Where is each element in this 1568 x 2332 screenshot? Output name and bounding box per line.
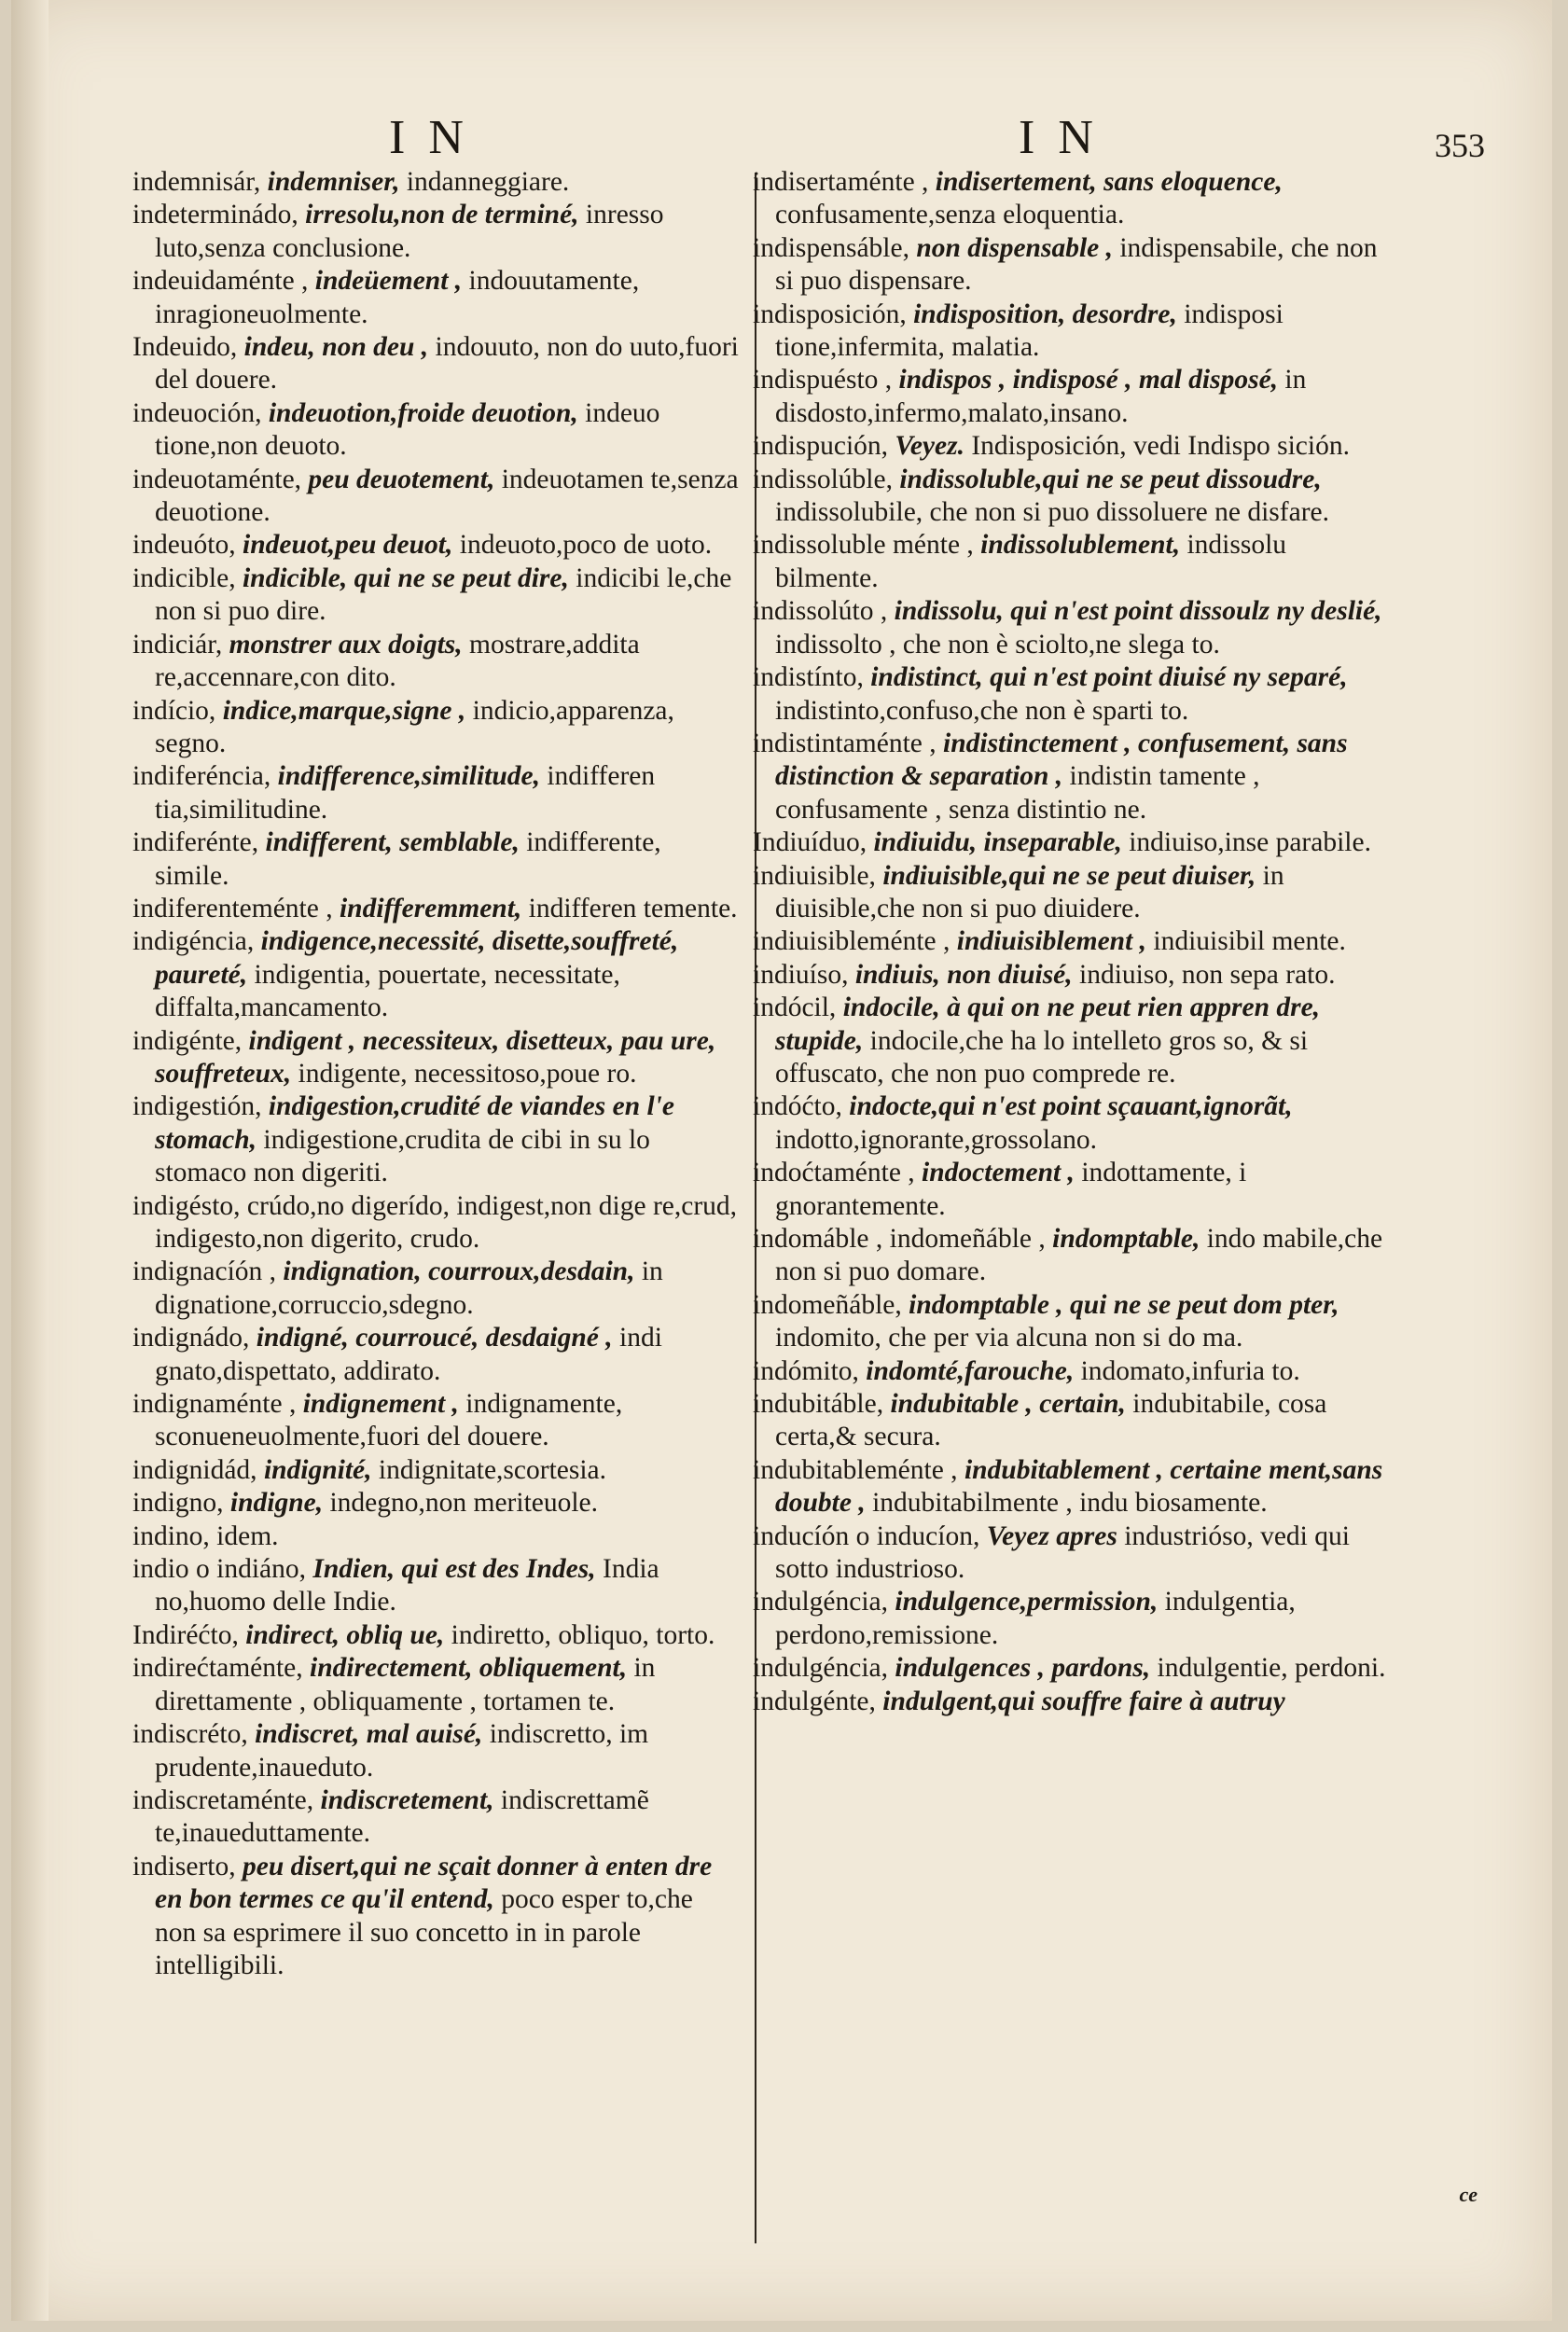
headword: indiuíso,: [753, 959, 855, 990]
dictionary-entry: [132, 1256, 739, 1322]
italian-gloss: indiuiso, non sepa rato.: [1079, 959, 1336, 990]
italian-gloss: indissolu bilmente.: [775, 530, 1287, 593]
french-gloss: Veyez apres: [986, 1520, 1125, 1551]
dictionary-entry: [753, 925, 1387, 958]
dictionary-entry: [753, 826, 1387, 859]
italian-gloss: indegno,non meriteuole.: [329, 1488, 599, 1519]
italian-gloss: indomato,infuria to.: [1080, 1355, 1300, 1386]
french-gloss: indignation, courroux,desdain,: [283, 1256, 642, 1287]
italian-gloss: indifferente, simile.: [155, 827, 661, 891]
binding-gutter: [11, 0, 49, 2321]
french-gloss: indigestion,crudité de viandes en l'e stomach,: [155, 1091, 674, 1155]
italian-gloss: indiuiso,inse parabile.: [1129, 827, 1371, 858]
french-gloss: indice,marque,signe ,: [222, 695, 473, 726]
dictionary-entry: [132, 529, 739, 562]
italian-gloss: in diuisible,che non si puo diuidere.: [775, 860, 1284, 923]
headword: indispución,: [753, 431, 895, 462]
dictionary-entry: [132, 562, 739, 629]
dictionary-entry: [753, 364, 1387, 430]
french-gloss: indocte,qui n'est point sçauant,ignorãt,: [849, 1091, 1293, 1122]
italian-gloss: indiuisibil mente.: [1153, 926, 1346, 957]
italian-gloss: indouuto, non do uuto,fuori del douere.: [155, 332, 739, 396]
dictionary-entry: [753, 728, 1387, 826]
italian-gloss: indignitate,scortesia.: [378, 1454, 607, 1485]
french-gloss: indomptable , qui ne se peut dom pter,: [909, 1289, 1339, 1320]
headword: indiserto,: [132, 1851, 243, 1881]
french-gloss: indistinctement , confusement, sans distinction & separation ,: [775, 728, 1348, 792]
dictionary-entry: [132, 893, 739, 925]
headword: indício,: [132, 695, 223, 726]
french-gloss: indeuotion,froide deuotion,: [268, 397, 586, 428]
headword: indisertaménte ,: [753, 167, 936, 197]
headword: Indeuido,: [132, 332, 244, 363]
headword: indócil,: [753, 992, 843, 1023]
dictionary-entry: [132, 1784, 739, 1851]
french-gloss: indisposition, desordre,: [913, 298, 1185, 329]
french-gloss: indignement ,: [302, 1389, 466, 1420]
dictionary-entry: [753, 166, 1387, 232]
french-gloss: peu disert,qui ne sçait donner à enten dre en bon termes ce qu'il entend,: [155, 1851, 713, 1915]
dictionary-entry: [132, 826, 739, 893]
italian-gloss: indispensabile, che non si puo dispensare.: [775, 232, 1378, 297]
headword: indiferenteménte ,: [132, 893, 340, 923]
french-gloss: indeuot,peu deuot,: [243, 530, 460, 561]
dictionary-entry: [132, 397, 739, 464]
headword: indissolúto ,: [753, 596, 895, 627]
dictionary-entry: [132, 1322, 739, 1388]
headword: indino,: [132, 1520, 217, 1551]
italian-gloss: indigestione,crudita de cibi in su lo stomaco non digeriti.: [155, 1124, 650, 1188]
dictionary-entry: [132, 1619, 739, 1652]
french-gloss: indigné, courroucé, desdaigné ,: [256, 1323, 619, 1353]
italian-gloss: indottamente, i gnorantemente.: [775, 1158, 1247, 1221]
italian-gloss: indignamente, sconueneuolmente,fuori del douere.: [155, 1389, 623, 1452]
italian-gloss: indicibi le,che non si puo dire.: [155, 562, 732, 627]
dictionary-entry: [753, 430, 1387, 463]
italian-gloss: indissolubile, che non si puo dissoluere ne disfare.: [775, 497, 1329, 528]
italian-gloss: indistinto,confuso,che non è sparti to.: [775, 695, 1189, 726]
dictionary-entry: [132, 1553, 739, 1619]
french-gloss: indigence,necessité, disette,souffreté, paureté,: [155, 926, 679, 990]
french-gloss: indifference,similitude,: [277, 761, 548, 792]
headword: indispuésto ,: [753, 365, 899, 396]
dictionary-entry: [753, 860, 1387, 926]
french-gloss: indissolu, qui n'est point dissoulz ny deslié,: [894, 596, 1382, 627]
headword: indiferénte,: [132, 827, 266, 858]
page-number: 353: [1435, 127, 1485, 164]
italian-gloss: indiscrettamẽ te,inaueduttamente.: [155, 1784, 649, 1849]
dictionary-entry: [753, 992, 1387, 1090]
headword: indulgéncia,: [753, 1587, 895, 1617]
headword: indóćto,: [753, 1091, 850, 1122]
italian-gloss: inresso luto,senza conclusione.: [155, 200, 664, 263]
french-gloss: indistinct, qui n'est point diuisé ny separé,: [870, 662, 1348, 693]
french-gloss: indifferemment,: [339, 893, 529, 923]
headword: indiuisible,: [753, 860, 883, 891]
french-gloss: indissoluble,qui ne se peut dissoudre,: [899, 464, 1322, 494]
headword: indisposición,: [753, 298, 914, 329]
dictionary-entry: [753, 232, 1387, 298]
dictionary-entry: [753, 595, 1387, 661]
dictionary-entry: [753, 1355, 1387, 1388]
french-gloss: irresolu,non de terminé,: [305, 200, 586, 230]
italian-gloss: indulgentie, perdoni.: [1157, 1653, 1386, 1684]
french-gloss: indomté,farouche,: [866, 1355, 1081, 1386]
french-gloss: indubitable , certain,: [890, 1389, 1133, 1420]
dictionary-entry: [132, 1487, 739, 1520]
french-gloss: non dispensable ,: [916, 232, 1120, 263]
dictionary-entry: [753, 1388, 1387, 1454]
french-gloss: indiuisible,qui ne se peut diuiser,: [882, 860, 1263, 891]
italian-gloss: indouutamente, inragioneuolmente.: [155, 266, 640, 329]
italian-gloss: indulgentia, perdono,remissione.: [775, 1587, 1296, 1650]
dictionary-entry: [753, 1289, 1387, 1355]
italian-gloss: idem.: [216, 1520, 279, 1551]
french-gloss: indirect, obliq ue,: [245, 1619, 451, 1650]
dictionary-entry: [132, 1718, 739, 1784]
dictionary-entry: [132, 265, 739, 331]
headword: indiscretaménte,: [132, 1784, 321, 1815]
running-head-left: I N: [389, 111, 469, 164]
french-gloss: Veyez.: [895, 431, 972, 462]
italian-gloss: indigentia, pouertate, necessitate, diffalta,mancamento.: [155, 959, 620, 1023]
italian-gloss: indanneggiare.: [406, 167, 570, 197]
french-gloss: indiuis, non diuisé,: [854, 959, 1080, 990]
french-gloss: indispos , indisposé , mal disposé,: [898, 365, 1285, 396]
italian-gloss: in disdosto,infermo,malato,insano.: [775, 365, 1307, 428]
headword: indistínto,: [753, 662, 871, 693]
headword: indigésto,: [132, 1190, 247, 1221]
french-gloss: indomptable,: [1052, 1224, 1207, 1254]
headword: indistintaménte ,: [753, 728, 944, 758]
dictionary-entry: [132, 1454, 739, 1487]
italian-gloss: confusamente,senza eloquentia.: [775, 200, 1125, 230]
headword: indigénte,: [132, 1025, 249, 1056]
italian-gloss: indiscretto, im prudente,inaueduto.: [155, 1719, 649, 1783]
french-gloss: indiscret, mal auisé,: [255, 1719, 490, 1750]
italian-gloss: Indisposición, vedi Indispo sición.: [971, 431, 1350, 462]
headword: indicible,: [132, 562, 243, 593]
headword: indemnisár,: [132, 167, 268, 197]
french-gloss: indemniser,: [267, 167, 407, 197]
italian-gloss: in dignatione,corruccio,sdegno.: [155, 1256, 663, 1320]
headword: indiferéncia,: [132, 761, 278, 792]
catchword: ce: [1459, 2183, 1478, 2206]
dictionary-entry: [132, 925, 739, 1024]
italian-gloss: in direttamente , obliquamente , tortamen te.: [155, 1653, 656, 1716]
dictionary-entry: [132, 199, 739, 265]
dictionary-entry: [132, 1851, 739, 1983]
italian-gloss: indubitabilmente , indu biosamente.: [872, 1488, 1268, 1519]
french-gloss: indeu, non deu ,: [243, 332, 436, 363]
dictionary-entry: [753, 1686, 1387, 1718]
italian-gloss: indotto,ignorante,grossolano.: [775, 1124, 1097, 1155]
french-gloss: indigne,: [229, 1488, 330, 1519]
dictionary-entry: [753, 298, 1387, 365]
headword: indignádo,: [132, 1323, 257, 1353]
headword: Indiuíduo,: [753, 827, 874, 858]
dictionary-entry: [132, 760, 739, 826]
french-gloss: indiscretement,: [320, 1784, 501, 1815]
dictionary-entry: [132, 695, 739, 761]
italian-gloss: indi gnato,dispettato, addirato.: [155, 1323, 662, 1386]
italian-gloss: indo mabile,che non si puo domare.: [775, 1224, 1383, 1287]
headword: Indiréćto,: [132, 1619, 246, 1650]
dictionary-entry: [132, 1388, 739, 1454]
dictionary-entry: [132, 464, 739, 530]
headword: indeuoción,: [132, 397, 269, 428]
headword: indissoluble ménte ,: [753, 530, 981, 561]
italian-gloss: indifferen tia,similitudine.: [155, 761, 656, 825]
italian-gloss: indissolto , che non è sciolto,ne slega to.: [775, 629, 1220, 659]
headword: indubitáble,: [753, 1389, 891, 1420]
left-column: [132, 166, 739, 1982]
french-gloss: indisertement, sans eloquence,: [935, 167, 1283, 197]
headword: indulgéncia,: [753, 1653, 895, 1684]
italian-gloss: indigente, necessitoso,poue ro.: [298, 1058, 637, 1089]
headword: indirećtaménte,: [132, 1653, 311, 1684]
dictionary-entry: [132, 1090, 739, 1189]
right-column: [753, 166, 1387, 1718]
italian-gloss: mostrare,addita re,accennare,con dito.: [155, 629, 640, 693]
headword: indeuotaménte,: [132, 464, 309, 494]
french-gloss: indocile, à qui on ne peut rien appren dre, stupide,: [775, 992, 1321, 1056]
headword: indiciár,: [132, 629, 229, 659]
dictionary-entry: [132, 629, 739, 695]
dictionary-entry: [753, 529, 1387, 595]
italian-gloss: indiretto, obliquo, torto.: [451, 1619, 715, 1650]
dictionary-entry: [132, 1652, 739, 1718]
headword: indomáble , indomeñáble ,: [753, 1224, 1053, 1254]
dictionary-entry: [753, 464, 1387, 530]
headword: indeterminádo,: [132, 200, 306, 230]
italian-gloss: crúdo,no digerído, indigest,non dige re,crud, indigesto,non digerito, crudo.: [155, 1190, 738, 1254]
headword: indispensáble,: [753, 232, 917, 263]
headword: indissolúble,: [753, 464, 900, 494]
dictionary-entry: [753, 1223, 1387, 1289]
italian-gloss: indeuotamen te,senza deuotione.: [155, 464, 739, 528]
italian-gloss: poco esper to,che non sa esprimere il suo concetto in in parole intelligibili.: [155, 1884, 693, 1980]
headword: indubitableménte ,: [753, 1454, 964, 1485]
italian-gloss: indocile,che ha lo intelleto gros so, & si offuscato, che non puo comprede re.: [775, 1025, 1309, 1089]
french-gloss: indicible, qui ne se peut dire,: [242, 562, 576, 593]
dictionary-page: [11, 0, 1552, 2321]
dictionary-entry: [132, 1520, 739, 1553]
italian-gloss: indifferen temente.: [528, 893, 738, 923]
italian-gloss: indubitabile, cosa certa,& secura.: [775, 1389, 1327, 1452]
italian-gloss: indeuo tione,non deuoto.: [155, 397, 660, 462]
italian-gloss: indistin tamente , confusamente , senza distintio ne.: [775, 761, 1260, 825]
french-gloss: indirectement, obliquement,: [310, 1653, 634, 1684]
french-gloss: indignité,: [263, 1454, 379, 1485]
headword: indiuisibleménte ,: [753, 926, 957, 957]
french-gloss: indubitablement , certaine ment,sans doubte ,: [775, 1454, 1383, 1519]
italian-gloss: India no,huomo delle Indie.: [155, 1554, 659, 1617]
french-gloss: indigent , necessiteux, disetteux, pau ure, souffreteux,: [155, 1025, 716, 1089]
dictionary-entry: [753, 1586, 1387, 1652]
dictionary-entry: [132, 1190, 739, 1256]
italian-gloss: indisposi tione,infermita, malatia.: [775, 298, 1284, 363]
headword: indomeñáble,: [753, 1289, 909, 1320]
headword: indigéncia,: [132, 926, 261, 957]
headword: indiscréto,: [132, 1719, 256, 1750]
french-gloss: indissolublement,: [980, 530, 1187, 561]
dictionary-entry: [132, 166, 739, 199]
french-gloss: indiuisiblement ,: [956, 926, 1154, 957]
headword: indignacíón ,: [132, 1256, 284, 1287]
dictionary-entry: [753, 1520, 1387, 1587]
dictionary-entry: [753, 1454, 1387, 1520]
headword: inducíón o inducíon,: [753, 1520, 987, 1551]
italian-gloss: industrióso, vedi qui sotto industrioso.: [775, 1520, 1350, 1585]
french-gloss: indulgence,permission,: [895, 1587, 1165, 1617]
headword: indeuóto,: [132, 530, 243, 561]
french-gloss: indulgences , pardons,: [895, 1653, 1158, 1684]
dictionary-entry: [753, 661, 1387, 728]
headword: indoćtaménte ,: [753, 1158, 923, 1188]
french-gloss: monstrer aux doigts,: [229, 629, 470, 659]
headword: indulgénte,: [753, 1686, 883, 1716]
headword: indignidád,: [132, 1454, 264, 1485]
dictionary-entry: [753, 1652, 1387, 1685]
headword: indigestión,: [132, 1091, 269, 1122]
dictionary-entry: [132, 331, 739, 397]
headword: indigno,: [132, 1488, 230, 1519]
french-gloss: peu deuotement,: [308, 464, 502, 494]
french-gloss: indulgent,qui souffre faire à autruy: [882, 1686, 1285, 1716]
running-head-right: I N: [1019, 111, 1099, 164]
headword: indio o indiáno,: [132, 1554, 313, 1585]
headword: indeuidaménte ,: [132, 266, 315, 297]
french-gloss: indoctement ,: [922, 1158, 1082, 1188]
italian-gloss: indomito, che per via alcuna non si do ma.: [775, 1323, 1243, 1353]
french-gloss: indeüement ,: [314, 266, 469, 297]
french-gloss: indiuidu, inseparable,: [873, 827, 1130, 858]
dictionary-entry: [132, 1025, 739, 1091]
dictionary-entry: [753, 1090, 1387, 1157]
headword: indómito,: [753, 1355, 867, 1386]
headword: indignaménte ,: [132, 1389, 303, 1420]
dictionary-entry: [753, 959, 1387, 992]
french-gloss: indifferent, semblable,: [265, 827, 527, 858]
dictionary-entry: [753, 1157, 1387, 1223]
italian-gloss: indicio,apparenza, segno.: [155, 695, 674, 758]
italian-gloss: indeuoto,poco de uoto.: [459, 530, 713, 561]
french-gloss: Indien, qui est des Indes,: [312, 1554, 604, 1585]
